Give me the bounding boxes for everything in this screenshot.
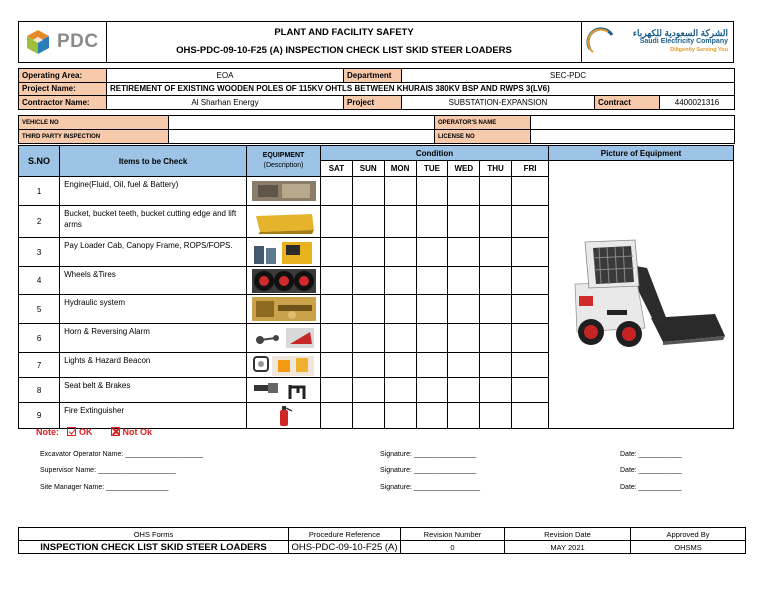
check-cell[interactable]	[480, 295, 512, 324]
sno-header: S.NO	[19, 146, 60, 177]
operator-signature-line[interactable]: Signature: ________________	[380, 451, 477, 458]
supervisor-name-line[interactable]: Supervisor Name: ____________________	[40, 467, 176, 474]
check-cell[interactable]	[352, 324, 384, 353]
check-cell[interactable]	[512, 206, 549, 238]
check-cell[interactable]	[384, 403, 416, 429]
operator-name-line[interactable]: Excavator Operator Name: ____________________	[40, 451, 204, 458]
project-label: Project	[344, 96, 402, 110]
check-cell[interactable]	[416, 378, 448, 403]
check-cell[interactable]	[320, 238, 352, 267]
check-cell[interactable]	[384, 177, 416, 206]
check-cell[interactable]	[384, 378, 416, 403]
footer-approved-value: OHSMS	[631, 541, 746, 554]
check-cell[interactable]	[480, 206, 512, 238]
check-cell[interactable]	[480, 378, 512, 403]
sec-tagline: Diligently Serving You	[670, 47, 728, 54]
row-item-label: Engine(Fluid, Oil, fuel & Battery)	[60, 177, 247, 206]
title-line-1: PLANT AND FACILITY SAFETY	[274, 27, 414, 38]
department-value[interactable]: SEC-PDC	[402, 69, 735, 83]
seatbelt-brakes-icon	[252, 379, 316, 401]
check-cell[interactable]	[352, 206, 384, 238]
project-name-value[interactable]: RETIREMENT OF EXISTING WOODEN POLES OF 115KV OHTLS BETWEEN KHURAIS 380KV BSP AND RWPS 3(LV6)	[107, 82, 735, 96]
check-cell[interactable]	[352, 295, 384, 324]
check-cell[interactable]	[448, 378, 480, 403]
check-cell[interactable]	[416, 353, 448, 378]
row-sno: 4	[19, 267, 60, 295]
check-cell[interactable]	[320, 206, 352, 238]
footer-revision-date-header: Revision Date	[505, 528, 631, 541]
footer-revision-header: Revision Number	[401, 528, 505, 541]
checkbox-cross-icon	[111, 427, 120, 436]
equipment-picture-cell	[549, 161, 734, 429]
manager-name-line[interactable]: Site Manager Name: ________________	[40, 484, 169, 491]
lights-thumbnail	[247, 353, 321, 378]
check-cell[interactable]	[480, 324, 512, 353]
check-cell[interactable]	[448, 353, 480, 378]
checkbox-checked-icon	[67, 427, 76, 436]
day-fri: FRI	[512, 161, 549, 177]
row-item-label: Bucket, bucket teeth, bucket cutting edge and lift arms	[60, 206, 247, 238]
row-sno: 5	[19, 295, 60, 324]
picture-header: Picture of Equipment	[549, 146, 734, 161]
project-info-table	[18, 68, 735, 110]
horn-alarm-icon	[252, 326, 316, 350]
footer-approved-header: Approved By	[631, 528, 746, 541]
third-party-label: THIRD PARTY INSPECTION	[19, 130, 169, 144]
row-sno: 1	[19, 177, 60, 206]
sec-emblem-icon	[586, 27, 616, 57]
check-cell[interactable]	[320, 177, 352, 206]
equipment-header	[247, 146, 321, 177]
engine-thumbnail	[247, 177, 321, 206]
day-thu: THU	[480, 161, 512, 177]
check-cell[interactable]	[416, 206, 448, 238]
check-cell[interactable]	[320, 267, 352, 295]
check-cell[interactable]	[352, 177, 384, 206]
pdc-cube-icon	[25, 29, 51, 55]
document-control-footer	[18, 527, 746, 554]
check-cell[interactable]	[320, 353, 352, 378]
operator-name-field[interactable]	[531, 116, 735, 130]
check-cell[interactable]	[448, 177, 480, 206]
check-cell[interactable]	[320, 295, 352, 324]
check-cell[interactable]	[512, 295, 549, 324]
check-cell[interactable]	[320, 378, 352, 403]
footer-revision-date-value: MAY 2021	[505, 541, 631, 554]
row-sno: 9	[19, 403, 60, 429]
sec-arabic-name: الشركة السعودية للكهرباء	[632, 28, 728, 39]
operator-date-line[interactable]: Date: ___________	[620, 451, 682, 458]
sec-english-name: Saudi Electricity Company	[639, 37, 728, 45]
department-label: Department	[344, 69, 402, 83]
check-cell[interactable]	[512, 403, 549, 429]
row-item-label: Lights & Hazard Beacon	[60, 353, 247, 378]
row-item-label: Hydraulic system	[60, 295, 247, 324]
third-party-field[interactable]	[169, 130, 435, 144]
loader-cab-icon	[252, 240, 316, 264]
inspection-checklist	[18, 145, 734, 429]
check-cell[interactable]	[448, 206, 480, 238]
check-cell[interactable]	[416, 267, 448, 295]
row-sno: 2	[19, 206, 60, 238]
contract-value[interactable]: 4400021316	[660, 96, 735, 110]
day-sun: SUN	[352, 161, 384, 177]
pdc-logo-text: PDC	[57, 31, 99, 52]
lights-beacon-icon	[252, 354, 316, 376]
row-item-label: Pay Loader Cab, Canopy Frame, ROPS/FOPS.	[60, 238, 247, 267]
check-cell[interactable]	[384, 206, 416, 238]
check-cell[interactable]	[416, 295, 448, 324]
manager-signature-line[interactable]: Signature: _________________	[380, 484, 481, 491]
vehicle-no-label: VEHICLE NO	[19, 116, 169, 130]
check-cell[interactable]	[416, 403, 448, 429]
check-cell[interactable]	[512, 324, 549, 353]
footer-forms-value: INSPECTION CHECK LIST SKID STEER LOADERS	[19, 541, 289, 554]
manager-date-line[interactable]: Date: ___________	[620, 484, 682, 491]
row-item-label: Horn & Reversing Alarm	[60, 324, 247, 353]
check-cell[interactable]	[384, 238, 416, 267]
note-not-ok-label: Not Ok	[122, 427, 153, 437]
condition-header: Condition	[320, 146, 548, 161]
operating-area-value[interactable]: EOA	[107, 69, 344, 83]
check-cell[interactable]	[480, 267, 512, 295]
row-sno: 3	[19, 238, 60, 267]
row-sno: 8	[19, 378, 60, 403]
wheels-tires-icon	[252, 269, 316, 293]
operating-area-label: Operating Area:	[19, 69, 107, 83]
check-cell[interactable]	[480, 353, 512, 378]
check-cell[interactable]	[416, 324, 448, 353]
skid-steer-loader-image	[555, 224, 727, 364]
hydraulic-thumbnail	[247, 295, 321, 324]
sec-logo	[582, 22, 734, 63]
items-header: Items to be Check	[60, 146, 247, 177]
vehicle-no-field[interactable]	[169, 116, 435, 130]
check-cell[interactable]	[512, 267, 549, 295]
check-cell[interactable]	[480, 403, 512, 429]
legend-note	[36, 427, 152, 437]
check-cell[interactable]	[448, 403, 480, 429]
seatbelt-thumbnail	[247, 378, 321, 403]
bucket-thumbnail	[247, 206, 321, 238]
form-title	[107, 22, 582, 63]
cab-thumbnail	[247, 238, 321, 267]
check-cell[interactable]	[352, 403, 384, 429]
check-cell[interactable]	[416, 177, 448, 206]
check-cell[interactable]	[448, 267, 480, 295]
note-not-ok	[111, 427, 153, 437]
check-cell[interactable]	[416, 238, 448, 267]
engine-icon	[252, 181, 316, 201]
check-cell[interactable]	[512, 177, 549, 206]
check-cell[interactable]	[320, 403, 352, 429]
contractor-value[interactable]: Al Sharhan Energy	[107, 96, 344, 110]
contract-label: Contract	[595, 96, 660, 110]
hydraulic-system-icon	[252, 297, 316, 321]
footer-procedure-header: Procedure Reference	[289, 528, 401, 541]
check-cell[interactable]	[480, 238, 512, 267]
equipment-header-title: EQUIPMENT	[262, 152, 305, 159]
row-item-label: Seat belt & Brakes	[60, 378, 247, 403]
equipment-header-sub: (Description)	[263, 162, 304, 169]
check-cell[interactable]	[352, 378, 384, 403]
row-item-label: Wheels &Tires	[60, 267, 247, 295]
row-sno: 7	[19, 353, 60, 378]
supervisor-date-line[interactable]: Date: ___________	[620, 467, 682, 474]
check-cell[interactable]	[448, 238, 480, 267]
form-header	[18, 21, 734, 63]
project-name-label: Project Name:	[19, 82, 107, 96]
note-ok-label: OK	[79, 427, 93, 437]
footer-procedure-value: OHS-PDC-09-10-F25 (A)	[289, 541, 401, 554]
title-line-2: OHS-PDC-09-10-F25 (A) INSPECTION CHECK LIST SKID STEER LOADERS	[176, 45, 512, 56]
row-sno: 6	[19, 324, 60, 353]
license-no-label: LICENSE NO	[435, 130, 531, 144]
check-cell[interactable]	[448, 295, 480, 324]
check-cell[interactable]	[480, 177, 512, 206]
check-cell[interactable]	[384, 353, 416, 378]
check-cell[interactable]	[352, 267, 384, 295]
check-cell[interactable]	[448, 324, 480, 353]
vehicle-info-table	[18, 115, 735, 144]
check-cell[interactable]	[352, 238, 384, 267]
note-label: Note:	[36, 427, 59, 437]
footer-revision-value: 0	[401, 541, 505, 554]
row-item-label: Fire Extinguisher	[60, 403, 247, 429]
check-cell[interactable]	[512, 378, 549, 403]
bucket-icon	[252, 210, 316, 234]
check-cell[interactable]	[384, 267, 416, 295]
contractor-label: Contractor Name:	[19, 96, 107, 110]
footer-forms-header: OHS Forms	[19, 528, 289, 541]
check-cell[interactable]	[320, 324, 352, 353]
day-wed: WED	[448, 161, 480, 177]
pdc-logo	[19, 22, 107, 63]
check-cell[interactable]	[512, 238, 549, 267]
project-value[interactable]: SUBSTATION-EXPANSION	[402, 96, 595, 110]
day-mon: MON	[384, 161, 416, 177]
note-ok	[67, 427, 93, 437]
check-cell[interactable]	[512, 353, 549, 378]
check-cell[interactable]	[352, 353, 384, 378]
check-cell[interactable]	[384, 295, 416, 324]
extinguisher-thumbnail	[247, 403, 321, 429]
license-no-field[interactable]	[531, 130, 735, 144]
day-tue: TUE	[416, 161, 448, 177]
operator-name-label: OPERATOR'S NAME	[435, 116, 531, 130]
fire-extinguisher-icon	[252, 405, 316, 427]
check-cell[interactable]	[384, 324, 416, 353]
supervisor-signature-line[interactable]: Signature: ________________	[380, 467, 477, 474]
day-sat: SAT	[320, 161, 352, 177]
wheels-thumbnail	[247, 267, 321, 295]
horn-thumbnail	[247, 324, 321, 353]
